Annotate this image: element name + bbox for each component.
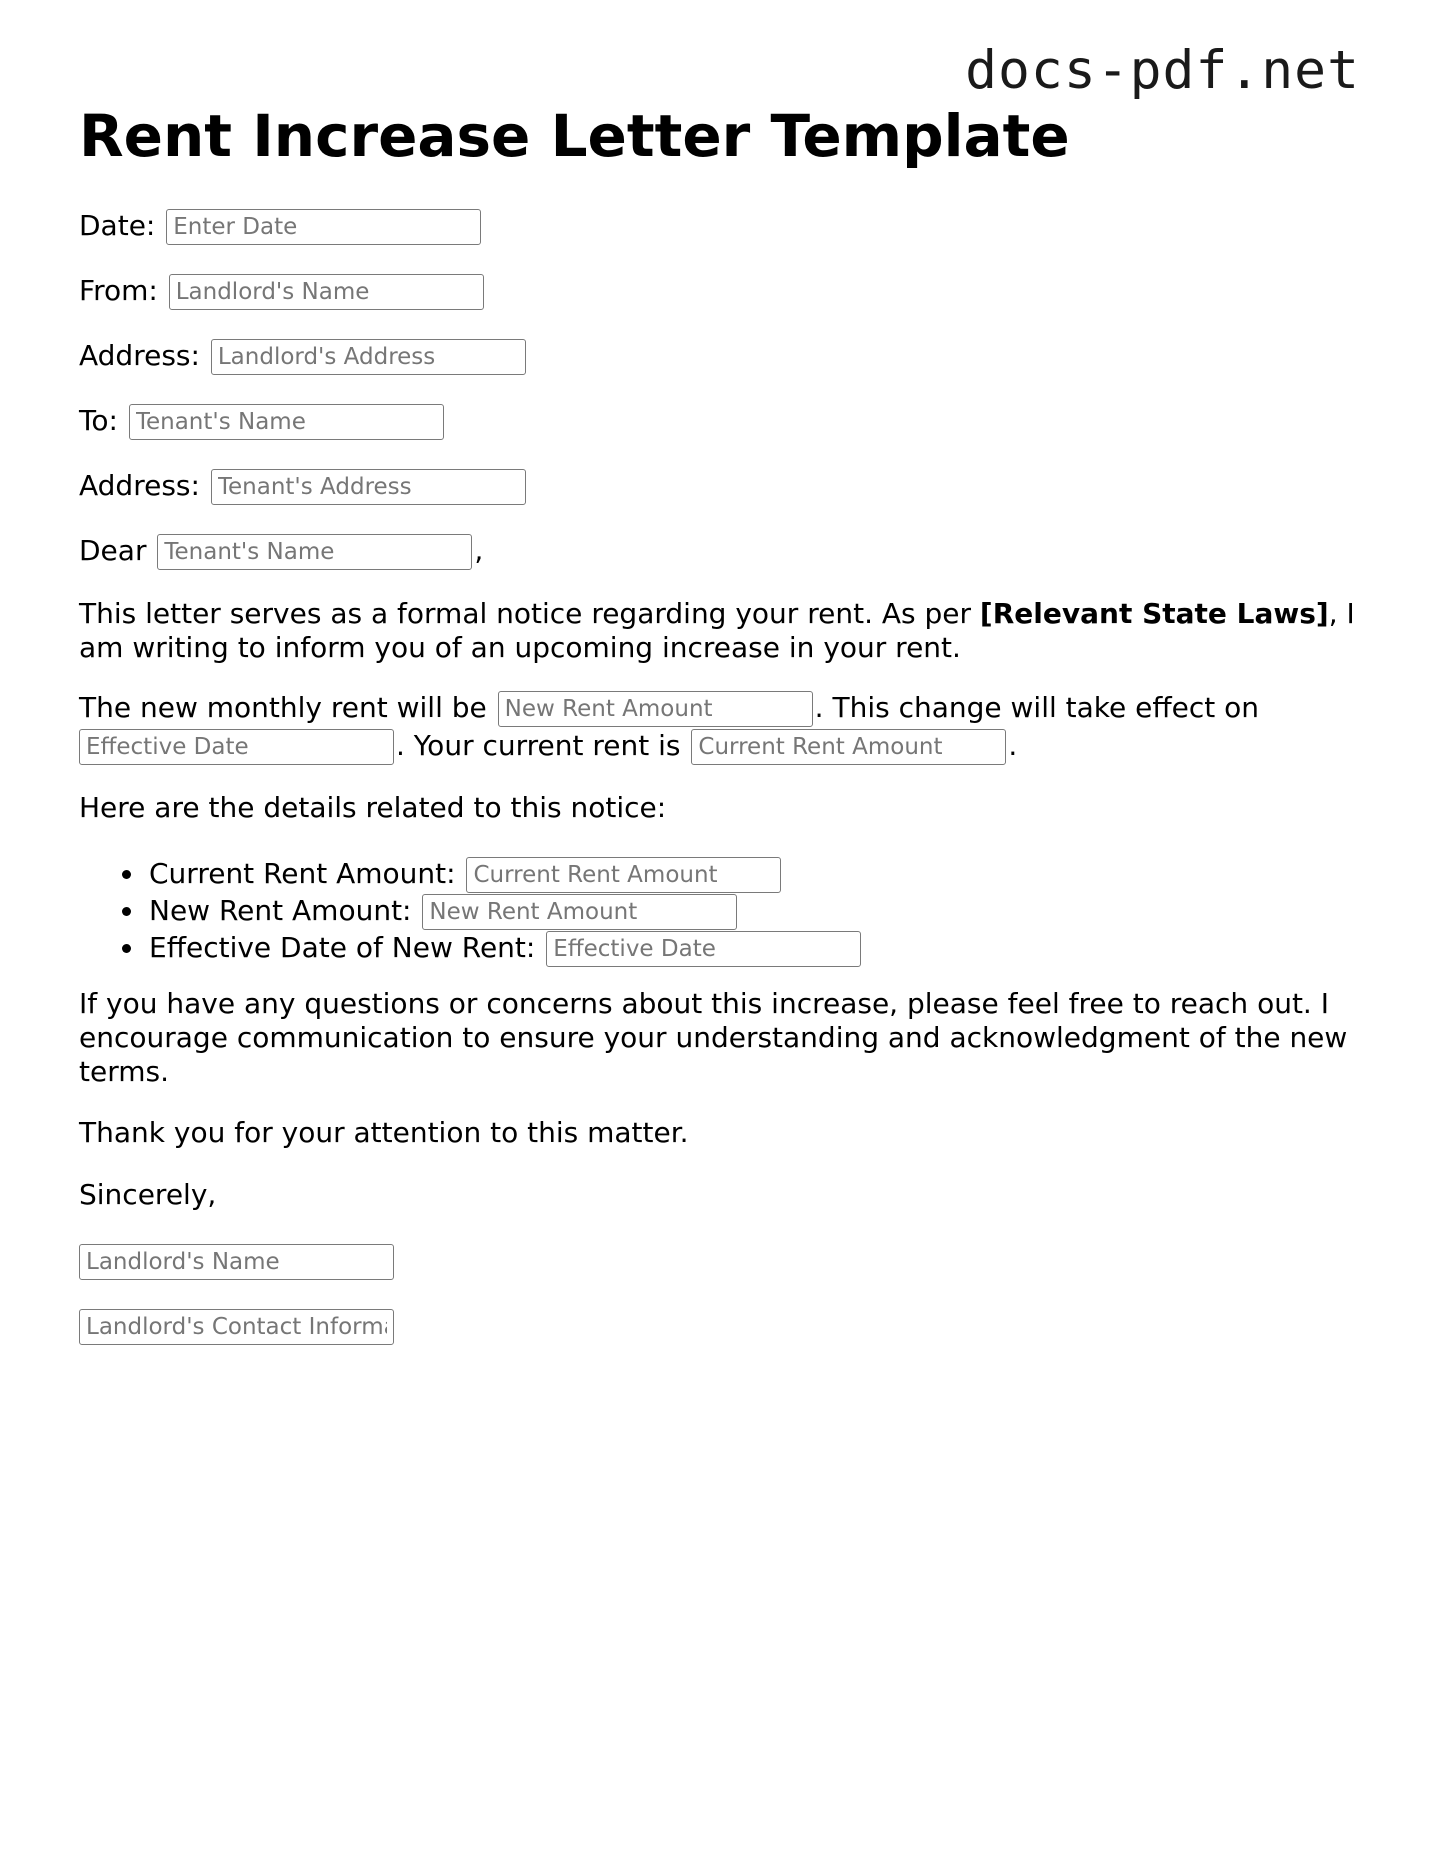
signature-contact-row (79, 1306, 396, 1346)
details-heading: Here are the details related to this notice: (79, 791, 667, 824)
date-label: Date: (79, 209, 156, 242)
salutation-tenant-field[interactable] (157, 534, 472, 570)
questions-paragraph: If you have any questions or concerns about this increase, please feel free to reach out. I encourage communication to ensure your understanding and acknowledgment of the new terms. (79, 987, 1348, 1088)
rent-change-paragraph (79, 689, 1369, 765)
date-row (79, 206, 483, 246)
current-rent-field[interactable] (691, 729, 1006, 765)
landlord-name-field[interactable] (169, 274, 484, 310)
closing-text: Sincerely, (79, 1178, 217, 1211)
salutation-comma: , (474, 534, 484, 567)
effective-date-field[interactable] (79, 729, 394, 765)
details-list (79, 855, 863, 966)
from-row (79, 271, 486, 311)
list-item (149, 929, 863, 966)
signature-contact-field[interactable] (79, 1309, 394, 1345)
list-item (149, 855, 863, 892)
tenant-address-field[interactable] (211, 469, 526, 505)
from-label: From: (79, 274, 158, 307)
to-label: To: (79, 404, 118, 437)
rent-change-part3: . Your current rent is (396, 729, 690, 762)
rent-change-part2: . This change will take effect on (814, 691, 1260, 724)
rent-change-part1: The new monthly rent will be (79, 691, 496, 724)
thanks-paragraph: Thank you for your attention to this matter. (79, 1116, 689, 1149)
landlord-address-field[interactable] (211, 339, 526, 375)
landlord-address-row (79, 336, 528, 376)
effective-date-label: Effective Date of New Rent: (149, 931, 536, 964)
tenant-address-label: Address: (79, 469, 200, 502)
new-rent-label: New Rent Amount: (149, 894, 412, 927)
relevant-state-laws: [Relevant State Laws] (979, 597, 1329, 630)
to-row (79, 401, 446, 441)
intro-text-after: , I am writing to inform you of an upcoming increase in your rent. (79, 597, 1355, 664)
details-new-rent-field[interactable] (422, 894, 737, 930)
salutation-row (79, 531, 483, 571)
tenant-name-field[interactable] (129, 404, 444, 440)
tenant-address-row (79, 466, 528, 506)
new-rent-field[interactable] (498, 691, 813, 727)
site-watermark: docs-pdf.net (965, 40, 1360, 101)
list-item (149, 892, 863, 929)
intro-text-before: This letter serves as a formal notice regarding your rent. As per (79, 597, 980, 630)
intro-paragraph (79, 597, 1369, 665)
rent-change-part4: . (1008, 729, 1018, 762)
salutation-prefix: Dear (79, 534, 147, 567)
signature-name-field[interactable] (79, 1244, 394, 1280)
signature-name-row (79, 1241, 396, 1281)
current-rent-label: Current Rent Amount: (149, 857, 456, 890)
details-current-rent-field[interactable] (466, 857, 781, 893)
page-title: Rent Increase Letter Template (79, 102, 1070, 170)
date-field[interactable] (166, 209, 481, 245)
landlord-address-label: Address: (79, 339, 200, 372)
details-effective-date-field[interactable] (546, 931, 861, 967)
